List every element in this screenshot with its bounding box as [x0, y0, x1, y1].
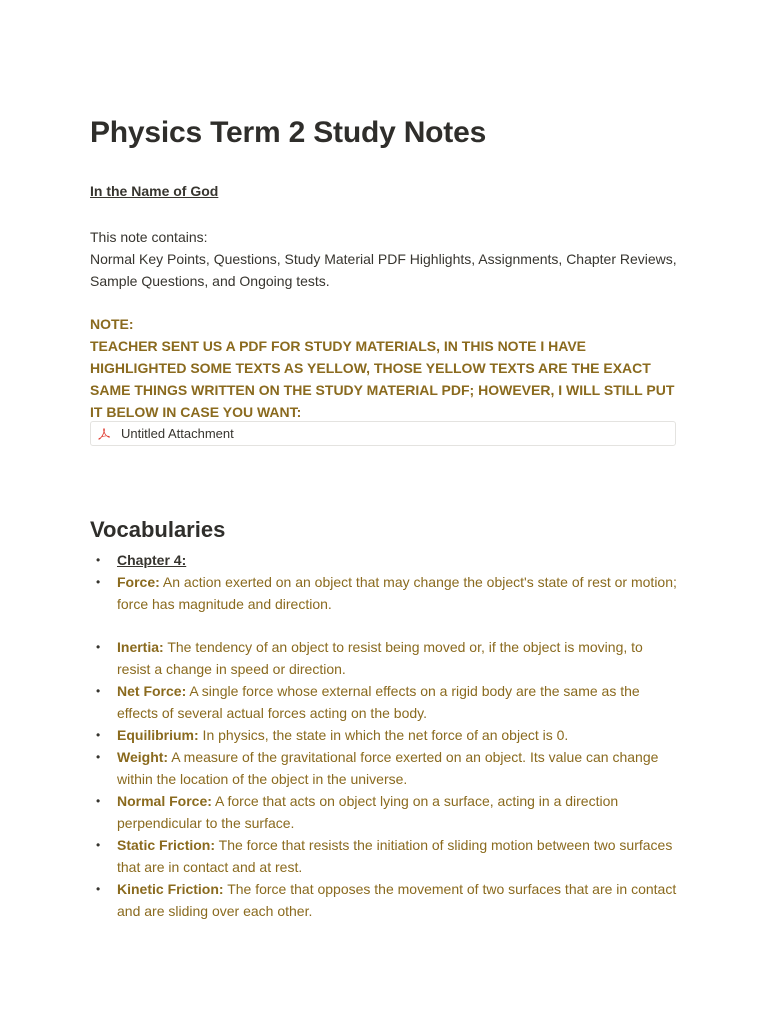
bullet-icon: • [96, 750, 101, 764]
pdf-attachment[interactable] [90, 421, 676, 446]
list-item [90, 636, 680, 680]
vocab-definition: A force that acts on object lying on a surface, acting in a direction perpendicular to the surface. [117, 793, 619, 831]
pdf-icon [97, 427, 111, 441]
list-item [90, 680, 680, 724]
chapter-label: Chapter 4: [117, 552, 187, 568]
note-label: NOTE: [90, 316, 134, 332]
vocabularies-heading: Vocabularies [90, 517, 226, 542]
page-title: Physics Term 2 Study Notes [90, 116, 487, 149]
note-text: TEACHER SENT US A PDF FOR STUDY MATERIALS, IN THIS NOTE I HAVE HIGHLIGHTED SOME TEXTS AS YELLOW, THOSE YELLOW TEXTS ARE THE EXACT SAME THINGS WRITTEN ON THE STUDY MATERIAL PDF; HOWEVER, I WILL STILL PUT IT BELOW IN CASE YOU WANT: [90, 338, 675, 420]
bullet-icon: • [96, 728, 101, 742]
bullet-icon: • [96, 838, 101, 852]
intro-line-1: This note contains: [90, 229, 208, 245]
vocab-definition: An action exerted on an object that may change the object's state of rest or motion; force has magnitude and direction. [117, 574, 677, 612]
list-item [90, 724, 680, 746]
vocab-definition: In physics, the state in which the net force of an object is 0. [198, 727, 569, 743]
vocab-term: Force: [117, 574, 160, 590]
vocab-definition: The force that resists the initiation of sliding motion between two surfaces that are in contact and at rest. [117, 837, 673, 875]
list-item [90, 834, 680, 878]
opening-line: In the Name of God [90, 183, 219, 199]
vocab-term: Net Force: [117, 683, 187, 699]
bullet-icon: • [96, 684, 101, 698]
vocab-definition: The force that opposes the movement of two surfaces that are in contact and are sliding over each other. [117, 881, 677, 919]
intro-block [90, 226, 680, 292]
bullet-icon: • [96, 882, 101, 896]
bullet-icon: • [96, 794, 101, 808]
list-item [90, 549, 680, 571]
vocab-definition: A measure of the gravitational force exerted on an object. Its value can change within the location of the object in the universe. [117, 749, 659, 787]
list-item [90, 878, 680, 922]
list-item [90, 571, 680, 615]
vocab-term: Inertia: [117, 639, 164, 655]
attachment-label: Untitled Attachment [121, 426, 234, 441]
vocab-term: Equilibrium: [117, 727, 199, 743]
list-item [90, 746, 680, 790]
vocab-definition: A single force whose external effects on a rigid body are the same as the effects of several actual forces acting on the body. [117, 683, 640, 721]
bullet-icon: • [96, 575, 101, 589]
vocab-definition: The tendency of an object to resist being moved or, if the object is moving, to resist a change in speed or direction. [117, 639, 643, 677]
intro-line-2: Normal Key Points, Questions, Study Material PDF Highlights, Assignments, Chapter Reviews, Sample Questions, and Ongoing tests. [90, 251, 677, 289]
list-item [90, 790, 680, 834]
vocab-term: Normal Force: [117, 793, 212, 809]
bullet-icon: • [96, 640, 101, 654]
vocab-term: Kinetic Friction: [117, 881, 224, 897]
bullet-icon: • [96, 553, 101, 567]
vocab-term: Weight: [117, 749, 169, 765]
note-block [90, 313, 680, 423]
vocabulary-list [90, 549, 680, 922]
vocab-term: Static Friction: [117, 837, 216, 853]
